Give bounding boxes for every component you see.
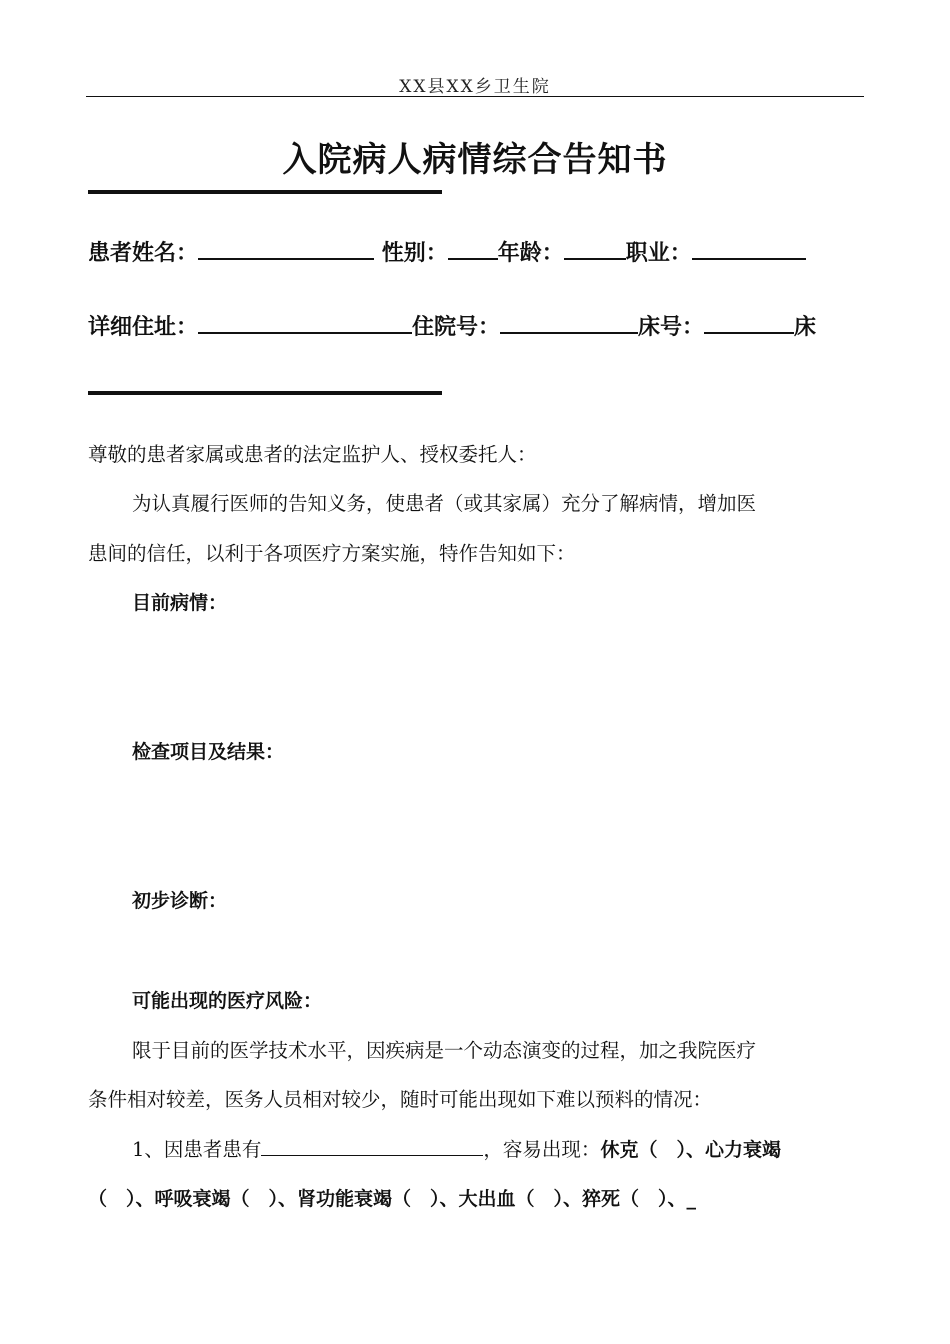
salutation: 尊敬的患者家属或患者的法定监护人、授权委托人：: [88, 443, 537, 466]
title-underline: [88, 190, 442, 194]
section-medical-risks: 可能出现的医疗风险：: [132, 990, 323, 1012]
info-block-underline: [88, 391, 442, 395]
section-preliminary-diagnosis: 初步诊断：: [132, 890, 228, 912]
risk-item-1-line-1: [132, 1134, 781, 1162]
job-field[interactable]: [692, 236, 806, 260]
disease-blank[interactable]: [261, 1137, 483, 1156]
risk-item-1-middle: ，容易出现：: [483, 1138, 601, 1161]
section-current-condition: 目前病情：: [132, 592, 228, 614]
bed-suffix: 床: [794, 315, 817, 340]
intro-line-2: 患间的信任，以利于各项医疗方案实施，特作告知如下：: [88, 542, 576, 565]
name-field[interactable]: [198, 236, 374, 260]
address-label: 详细住址：: [88, 315, 199, 340]
header-rule: [86, 96, 864, 97]
risk-item-1-line-2: （ ）、呼吸衰竭（ ）、肾功能衰竭（ ）、大出血（ ）、猝死（ ）、_: [88, 1188, 697, 1210]
gender-label: 性别：: [381, 241, 448, 266]
risk-item-1-prefix: 1、因患者患有: [132, 1138, 262, 1161]
job-label: 职业：: [625, 241, 692, 266]
document-title: 入院病人病情综合告知书: [282, 140, 668, 180]
patient-info-row-1: [88, 236, 806, 267]
name-label: 患者姓名：: [88, 241, 199, 266]
age-field[interactable]: [564, 236, 626, 260]
hospital-header: XX县XX乡卫生院: [399, 77, 551, 97]
admission-number-field[interactable]: [500, 310, 638, 334]
gender-field[interactable]: [448, 236, 498, 260]
risk-item-1-conditions: 休克（ ）、心力衰竭: [600, 1139, 781, 1161]
patient-info-row-2: [88, 310, 816, 341]
risk-text-line-2: 条件相对较差，医务人员相对较少，随时可能出现如下难以预料的情况：: [88, 1088, 713, 1111]
intro-line-1: 为认真履行医师的告知义务，使患者（或其家属）充分了解病情，增加医: [132, 492, 757, 515]
section-exams-results: 检查项目及结果：: [132, 741, 285, 763]
bed-number-label: 床号：: [638, 315, 705, 340]
age-label: 年龄：: [497, 241, 564, 266]
bed-number-field[interactable]: [704, 310, 794, 334]
risk-text-line-1: 限于目前的医学技术水平，因疾病是一个动态演变的过程，加之我院医疗: [132, 1039, 757, 1062]
admission-number-label: 住院号：: [412, 315, 501, 340]
address-field[interactable]: [198, 310, 412, 334]
